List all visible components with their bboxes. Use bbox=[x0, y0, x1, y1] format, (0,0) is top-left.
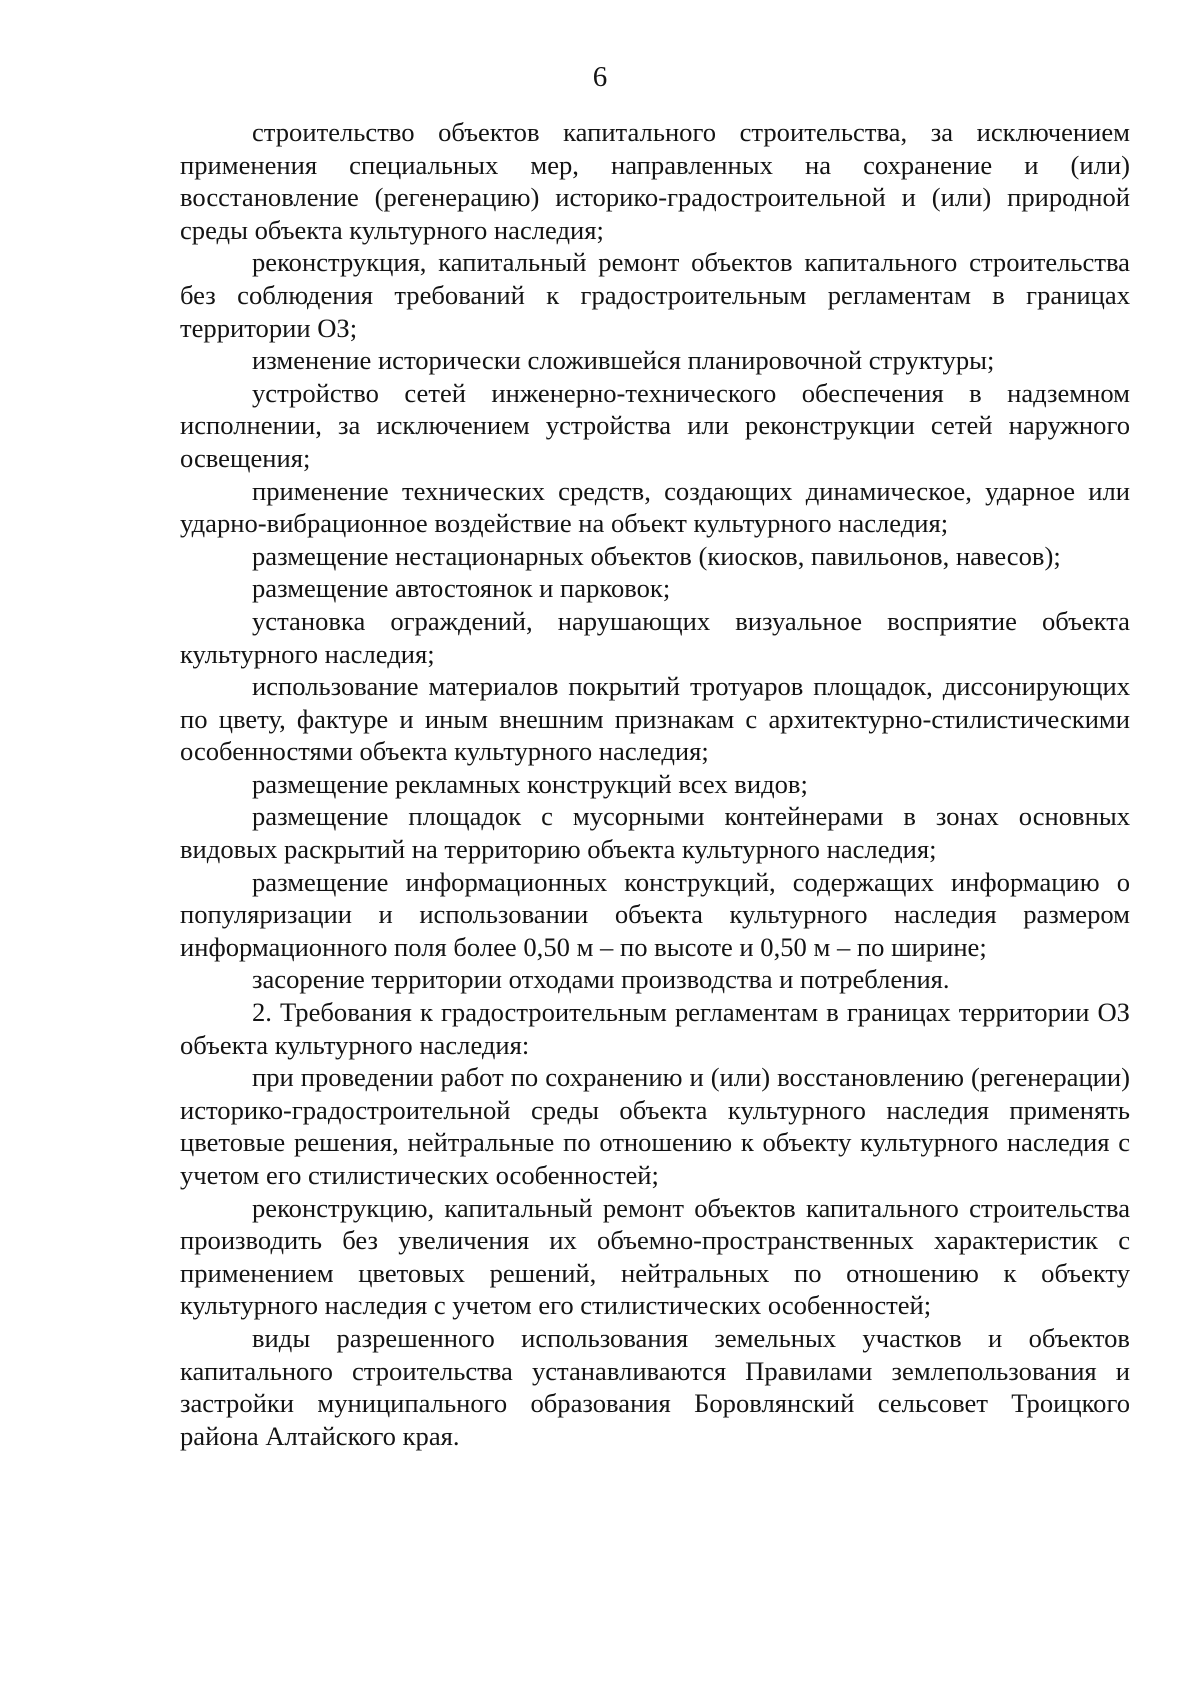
paragraph: реконструкция, капитальный ремонт объектов капитального строительства без соблюдения требований к градостроительным регламентам в границах территории ОЗ; bbox=[180, 247, 1130, 343]
paragraph: реконструкцию, капитальный ремонт объектов капитального строительства производить без увеличения их объемно-пространственных характеристик с применением цветовых решений, нейтральных по отношению к объекту культурного наследия с учетом его стилистических особенностей; bbox=[180, 1192, 1130, 1321]
document-body bbox=[180, 116, 1130, 1452]
paragraph: при проведении работ по сохранению и (или) восстановлению (регенерации) историко-градостроительной среды объекта культурного наследия применять цветовые решения, нейтральные по отношению к объекту культурного наследия с учетом его стилистических особенностей; bbox=[180, 1062, 1130, 1190]
paragraph: размещение информационных конструкций, содержащих информацию о популяризации и использовании объекта культурного наследия размером информационного поля более 0,50 м – по высоте и 0,50 м – по ширине; bbox=[180, 866, 1130, 962]
paragraph: устройство сетей инженерно-технического обеспечения в надземном исполнении, за исключением устройства или реконструкции сетей наружного освещения; bbox=[180, 377, 1130, 473]
paragraph: применение технических средств, создающих динамическое, ударное или ударно-вибрационное воздействие на объект культурного наследия; bbox=[180, 475, 1130, 539]
paragraph: засорение территории отходами производства и потребления. bbox=[252, 964, 950, 995]
paragraph: установка ограждений, нарушающих визуальное восприятие объекта культурного наследия; bbox=[180, 605, 1130, 669]
paragraph: размещение рекламных конструкций всех видов; bbox=[252, 768, 808, 799]
section-heading: 2. Требования к градостроительным регламентам в границах территории ОЗ объекта культурного наследия: bbox=[180, 997, 1130, 1060]
paragraph: строительство объектов капитального строительства, за исключением применения специальных мер, направленных на сохранение и (или) восстановление (регенерацию) историко-градостроительной и (или) природной среды объекта культурного наследия; bbox=[180, 117, 1130, 245]
paragraph: размещение автостоянок и парковок; bbox=[252, 573, 671, 604]
page-number: 6 bbox=[592, 61, 608, 93]
paragraph: изменение исторически сложившейся планировочной структуры; bbox=[252, 345, 995, 376]
paragraph: размещение нестационарных объектов (киосков, павильонов, навесов); bbox=[252, 540, 1061, 571]
paragraph: размещение площадок с мусорными контейнерами в зонах основных видовых раскрытий на территорию объекта культурного наследия; bbox=[180, 801, 1130, 865]
paragraph: использование материалов покрытий тротуаров площадок, диссонирующих по цвету, фактуре и иным внешним признакам с архитектурно-стилистическими особенностями объекта культурного наследия; bbox=[180, 671, 1130, 767]
paragraph: виды разрешенного использования земельных участков и объектов капитального строительства устанавливаются Правилами землепользования и застройки муниципального образования Боровлянский сельсовет Троицкого района Алтайского края. bbox=[180, 1322, 1130, 1451]
